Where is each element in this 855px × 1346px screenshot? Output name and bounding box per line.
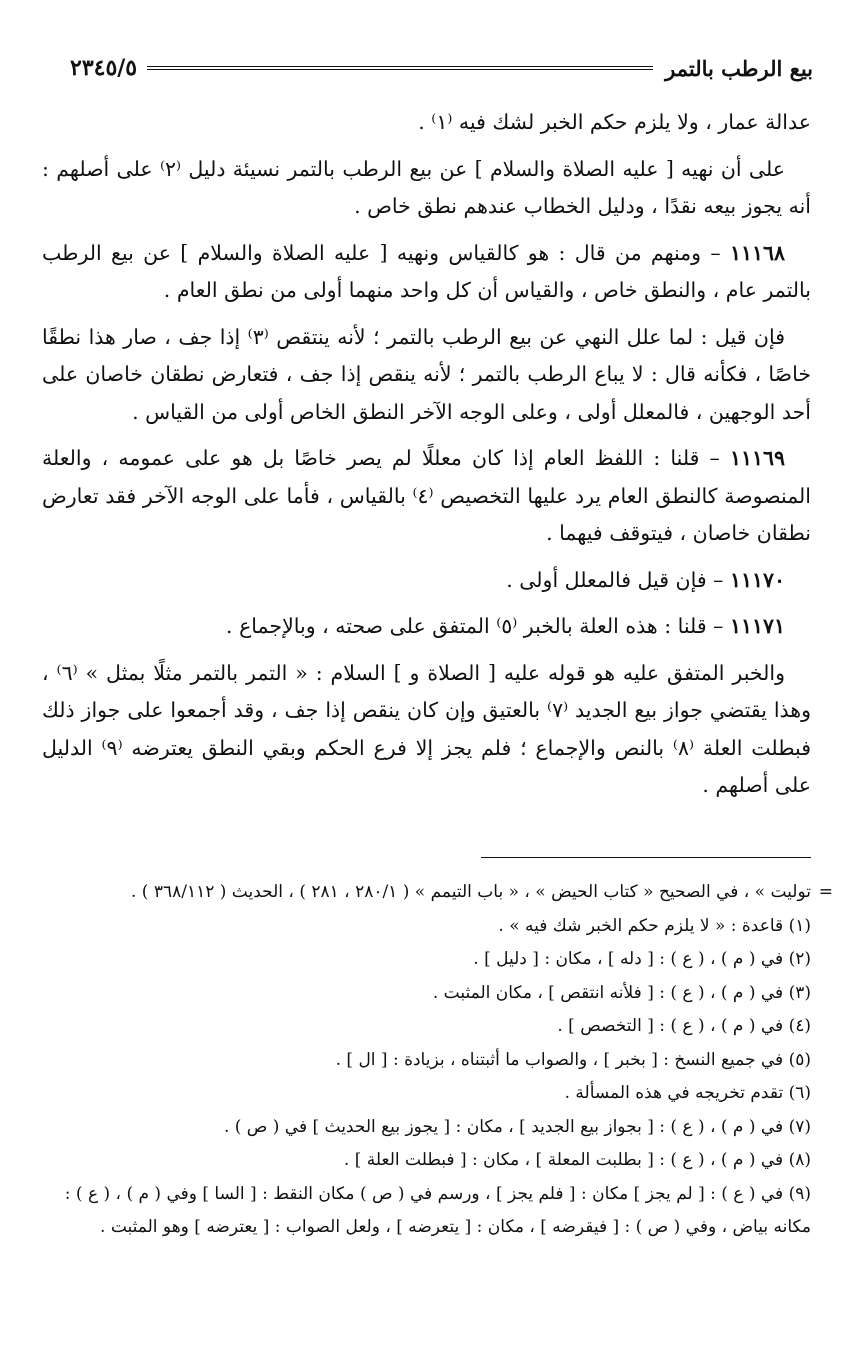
- footnote: (٩) في ( ع ) : [ لم يجز ] مكان : [ فلم يجز ] ، ورسم في ( ص ) مكان النقط : [ السا ] وفي ( م ) ، ( ع ) : مكانه بياض ، وفي ( ص ) : [ فيقرضه ] ، مكان : [ يتعرضه ] ، ولعل الصواب : [ يعترضه ] وهو المثبت .: [64, 1183, 811, 1237]
- paragraph: والخبر المتفق عليه هو قوله عليه [ الصلاة و ] السلام : « التمر بالتمر مثلًا بمثل » ⁽٦⁾ ، وهذا يقتضي جواز بيع الجديد ⁽٧⁾ بالعتيق وإن كان ينقص إذا جف ، وقد أجمعوا على جواز ذلك فبطلت العلة ⁽٨⁾ بالنص والإجماع ؛ فلم يجز إلا فرع الحكم وبقي النطق يعترضه ⁽٩⁾ الدليل على أصلهم .: [42, 660, 811, 797]
- footnote: (٤) في ( م ) ، ( ع ) : [ التخصص ] .: [557, 1016, 811, 1036]
- footnote: (٥) في جميع النسخ : [ بخبر ] ، والصواب ما أثبتناه ، بزيادة : [ ال ] .: [335, 1049, 811, 1070]
- paragraph-numbered: ١١١٦٨ – ومنهم من قال : هو كالقياس ونهيه [ عليه الصلاة والسلام ] عن بيع الرطب بالتمر عام ، والنطق خاص ، والقياس أن كل واحد منهما أولى من نطق العام .: [42, 240, 811, 302]
- footnote-continuation: = توليت » ، في الصحيح « كتاب الحيض » ، « باب التيمم » ( ٢٨٠/١ ، ٢٨١ ) ، الحديث ( ٣٦٨/١١٢ ) .: [30, 876, 811, 910]
- footnote: (٨) في ( م ) ، ( ع ) : [ بطلبت المعلة ] ، مكان : [ فبطلت العلة ] .: [343, 1150, 811, 1170]
- continuation-mark: =: [818, 882, 833, 902]
- footnote-separator: [481, 857, 811, 858]
- header-rule: [147, 66, 653, 70]
- footnote: (١) قاعدة : « لا يلزم حكم الخبر شك فيه » .: [498, 915, 811, 936]
- footnote: (٧) في ( م ) ، ( ع ) : [ بجواز بيع الجديد ] ، مكان : [ يجوز بيع الحديث ] في ( ص ) .: [223, 1116, 811, 1137]
- paragraph-number: ١١١٧١: [729, 614, 785, 638]
- footnote: (٣) في ( م ) ، ( ع ) : [ فلأنه انتقص ] ، مكان المثبت .: [432, 982, 811, 1003]
- main-text: [42, 104, 811, 814]
- paragraph-number: ١١١٦٩: [729, 446, 785, 470]
- paragraph-numbered: ١١١٧٠ – فإن قيل فالمعلل أولى .: [506, 567, 785, 592]
- footnote: (٦) تقدم تخريجه في هذه المسألة .: [564, 1083, 811, 1103]
- paragraph-numbered: ١١١٦٩ – قلنا : اللفظ العام إذا كان معللًا لم يصر خاصًا بل هو على عمومه ، والعلة المنصوصة كالنطق العام يرد عليها التخصيص ⁽٤⁾ بالقياس ، فأما على الوجه الآخر فقد تعارض نطقان خاصان ، فيتوقف فيهما .: [42, 446, 811, 545]
- footnotes: [30, 876, 833, 1245]
- running-title: بيع الرطب بالتمر: [665, 55, 813, 81]
- page-number: ٢٣٤٥/٥: [70, 55, 138, 81]
- paragraph: على أن نهيه [ عليه الصلاة والسلام ] عن بيع الرطب بالتمر نسيئة دليل ⁽٢⁾ على أصلهم : أنه يجوز بيعه نقدًا ، ودليل الخطاب عندهم نطق خاص .: [42, 156, 811, 218]
- paragraph-numbered: ١١١٧١ – قلنا : هذه العلة بالخبر ⁽٥⁾ المتفق على صحته ، وبالإجماع .: [226, 614, 785, 638]
- footnote: (٢) في ( م ) ، ( ع ) : [ دله ] ، مكان : [ دليل ] .: [473, 949, 811, 969]
- paragraph: عدالة عمار ، ولا يلزم حكم الخبر لشك فيه ⁽١⁾ .: [418, 110, 811, 134]
- page-header: [70, 50, 813, 86]
- paragraph: فإن قيل : لما علل النهي عن بيع الرطب بالتمر ؛ لأنه ينتقص ⁽٣⁾ إذا جف ، صار هذا نطقًا خاصًا ، فكأنه قال : لا يباع الرطب بالتمر ؛ لأنه ينقص إذا جف ، فتعارض نطقان خاصان على أحد الوجهين ، فالمعلل أولى ، وعلى الوجه الآخر النطق الخاص أولى من القياس .: [42, 324, 811, 424]
- paragraph-number: ١١١٧٠: [729, 567, 785, 592]
- paragraph-number: ١١١٦٨: [729, 240, 785, 265]
